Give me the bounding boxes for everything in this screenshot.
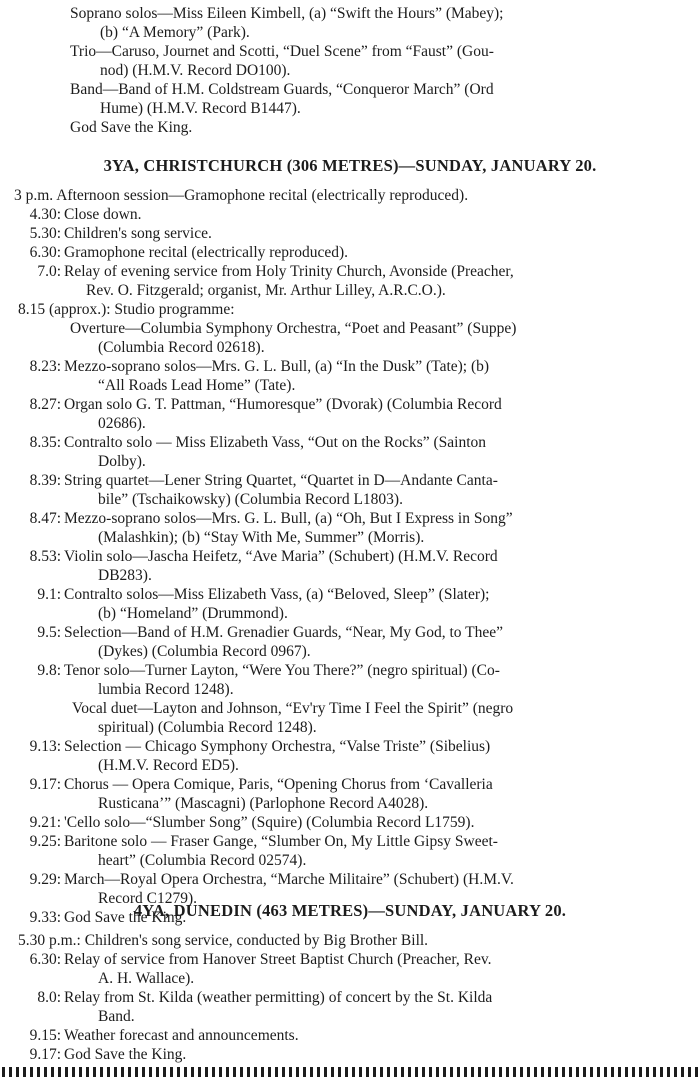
programme-line: Trio—Caruso, Journet and Scotti, “Duel Scene” from “Faust” (Gou-: [70, 43, 494, 60]
schedule-entry: [14, 243, 694, 262]
entry-text: Band.: [98, 1008, 135, 1025]
schedule-entry: [14, 737, 694, 775]
entry-time: 8.35:: [29, 434, 61, 451]
entry-text: Chorus — Opera Comique, Paris, “Opening Chorus from ‘Cavalleria: [64, 776, 493, 793]
entry-text: March—Royal Opera Orchestra, “Marche Militaire” (Schubert) (H.M.V.: [64, 871, 514, 888]
entry-time: 9.25:: [29, 833, 61, 850]
schedule-entry: [14, 433, 694, 471]
entry-time: 5.30:: [29, 225, 61, 242]
entry-time: 8.53:: [29, 548, 61, 565]
schedule-entry: [14, 988, 694, 1026]
schedule-entry: [14, 262, 694, 300]
entry-time: 7.0:: [37, 263, 61, 280]
entry-time: 9.8:: [37, 662, 61, 679]
entry-text: DB283).: [98, 567, 152, 584]
schedule-entry: [14, 395, 694, 433]
entry-time: 8.23:: [29, 358, 61, 375]
schedule-entry: [14, 661, 694, 699]
entry-time: 9.29:: [29, 871, 61, 888]
entry-text: 02686).: [98, 415, 146, 432]
entry-time: 4.30:: [29, 206, 61, 223]
entry-text: Violin solo—Jascha Heifetz, “Ave Maria” (Schubert) (H.M.V. Record: [64, 548, 498, 565]
entry-text: Contralto solo — Miss Elizabeth Vass, “Out on the Rocks” (Sainton: [64, 434, 487, 451]
entry-text: Relay from St. Kilda (weather permitting) of concert by the St. Kilda: [64, 989, 493, 1006]
programme-line: Band—Band of H.M. Coldstream Guards, “Conqueror March” (Ord: [70, 81, 494, 98]
entry-text: Weather forecast and announcements.: [64, 1027, 299, 1044]
schedule-entry: [14, 931, 694, 950]
entry-text: Tenor solo—Turner Layton, “Were You There?” (negro spiritual) (Co-: [64, 662, 500, 679]
entry-text: Overture—Columbia Symphony Orchestra, “Poet and Peasant” (Suppe): [70, 320, 517, 337]
entry-time: 9.33:: [29, 909, 61, 926]
schedule-entry: [14, 357, 694, 395]
entry-text: Relay of service from Hanover Street Baptist Church (Preacher, Rev.: [64, 951, 492, 968]
entry-text: Contralto solos—Miss Elizabeth Vass, (a) “Beloved, Sleep” (Slater);: [64, 586, 490, 603]
entry-time: 8.47:: [29, 510, 61, 527]
top-programme-continuation: [70, 4, 690, 137]
entry-text: (Malashkin); (b) “Stay With Me, Summer” (Morris).: [98, 529, 425, 546]
entry-text: Gramophone recital (electrically reproduced).: [64, 244, 349, 261]
entry-text: God Save the King.: [64, 1046, 187, 1063]
schedule-entry: [14, 1026, 694, 1045]
schedule-entry: [14, 319, 694, 357]
entry-text: String quartet—Lener String Quartet, “Quartet in D—Andante Canta-: [64, 472, 498, 489]
entry-text: Children's song service.: [64, 225, 212, 242]
entry-text: Afternoon session—Gramophone recital (electrically reproduced).: [56, 187, 469, 204]
programme-line: (b) “A Memory” (Park).: [100, 24, 250, 41]
entry-text: Baritone solo — Fraser Gange, “Slumber On, My Little Gipsy Sweet-: [64, 833, 498, 850]
schedule-entry: [14, 1045, 694, 1064]
entry-text: “All Roads Lead Home” (Tate).: [98, 377, 296, 394]
schedule-entry: [14, 813, 694, 832]
schedule-entry: [14, 585, 694, 623]
entry-text: (Dykes) (Columbia Record 0967).: [98, 643, 311, 660]
schedule-entry: [14, 186, 694, 205]
schedule-entry: [14, 775, 694, 813]
entry-time: 8.0:: [37, 989, 61, 1006]
entry-text: (H.M.V. Record ED5).: [98, 757, 239, 774]
entry-time: 8.27:: [29, 396, 61, 413]
entry-text: Record C1279).: [98, 890, 198, 907]
entry-text: Mezzo-soprano solos—Mrs. G. L. Bull, (a) “Oh, But I Express in Song”: [64, 510, 513, 527]
entry-text: Vocal duet—Layton and Johnson, “Ev'ry Time I Feel the Spirit” (negro: [72, 700, 514, 717]
entry-text: Rev. O. Fitzgerald; organist, Mr. Arthur Lilley, A.R.C.O.).: [86, 282, 446, 299]
schedule-entry: [14, 509, 694, 547]
entry-text: Rusticana’” (Mascagni) (Parlophone Record A4028).: [98, 795, 429, 812]
schedule-entry: [14, 950, 694, 988]
schedule-entry: [14, 471, 694, 509]
schedule-entry: [14, 300, 694, 319]
section-heading-3ya: 3YA, CHRISTCHURCH (306 METRES)—SUNDAY, JANUARY 20.: [103, 156, 597, 175]
entry-text: Organ solo G. T. Pattman, “Humoresque” (Dvorak) (Columbia Record: [64, 396, 502, 413]
entry-text: Dolby).: [98, 453, 146, 470]
programme-line: Soprano solos—Miss Eileen Kimbell, (a) “Swift the Hours” (Mabey);: [70, 5, 504, 22]
entry-text: Relay of evening service from Holy Trinity Church, Avonside (Preacher,: [64, 263, 514, 280]
schedule-entry: [14, 623, 694, 661]
programme-line: Hume) (H.M.V. Record B1447).: [100, 100, 301, 117]
schedule-entry: [14, 699, 694, 737]
entry-time: 9.15:: [29, 1027, 61, 1044]
schedule-3ya: [14, 186, 694, 927]
entry-time: 9.1:: [37, 586, 61, 603]
schedule-entry: [14, 224, 694, 243]
entry-time: 8.39:: [29, 472, 61, 489]
entry-time: 9.17:: [29, 776, 61, 793]
entry-text: lumbia Record 1248).: [98, 681, 234, 698]
schedule-entry: [14, 205, 694, 224]
entry-text: heart” (Columbia Record 02574).: [98, 852, 307, 869]
schedule-4ya: [14, 931, 694, 1064]
entry-text: spiritual) (Columbia Record 1248).: [98, 719, 317, 736]
decorative-rule: [2, 1067, 698, 1077]
entry-text: A. H. Wallace).: [98, 970, 195, 987]
entry-time: 6.30:: [29, 951, 61, 968]
entry-text: (b) “Homeland” (Drummond).: [98, 605, 288, 622]
programme-line: God Save the King.: [70, 119, 193, 136]
entry-time: 9.5:: [37, 624, 61, 641]
entry-time: 9.21:: [29, 814, 61, 831]
entry-time: 9.17:: [29, 1046, 61, 1063]
schedule-entry: [14, 832, 694, 870]
entry-text: Mezzo-soprano solos—Mrs. G. L. Bull, (a) “In the Dusk” (Tate); (b): [64, 358, 490, 375]
entry-time: 9.13:: [29, 738, 61, 755]
entry-time: 8.15 (approx.):: [18, 301, 111, 318]
programme-line: nod) (H.M.V. Record DO100).: [100, 62, 291, 79]
entry-text: bile” (Tschaikowsky) (Columbia Record L1803).: [98, 491, 403, 508]
entry-text: Children's song service, conducted by Big Brother Bill.: [84, 932, 429, 949]
entry-text: Close down.: [64, 206, 142, 223]
section-heading-4ya: 4YA, DUNEDIN (463 METRES)—SUNDAY, JANUARY 20.: [133, 901, 567, 920]
entry-time: 6.30:: [29, 244, 61, 261]
entry-text: Selection—Band of H.M. Grenadier Guards, “Near, My God, to Thee”: [64, 624, 503, 641]
entry-text: God Save the King.: [64, 909, 187, 926]
schedule-entry: [14, 547, 694, 585]
entry-text: (Columbia Record 02618).: [98, 339, 265, 356]
entry-time: 3 p.m.: [14, 187, 54, 204]
entry-text: 'Cello solo—“Slumber Song” (Squire) (Columbia Record L1759).: [64, 814, 475, 831]
entry-time: 5.30 p.m.:: [18, 932, 81, 949]
entry-text: Selection — Chicago Symphony Orchestra, “Valse Triste” (Sibelius): [64, 738, 491, 755]
entry-text: Studio programme:: [114, 301, 235, 318]
